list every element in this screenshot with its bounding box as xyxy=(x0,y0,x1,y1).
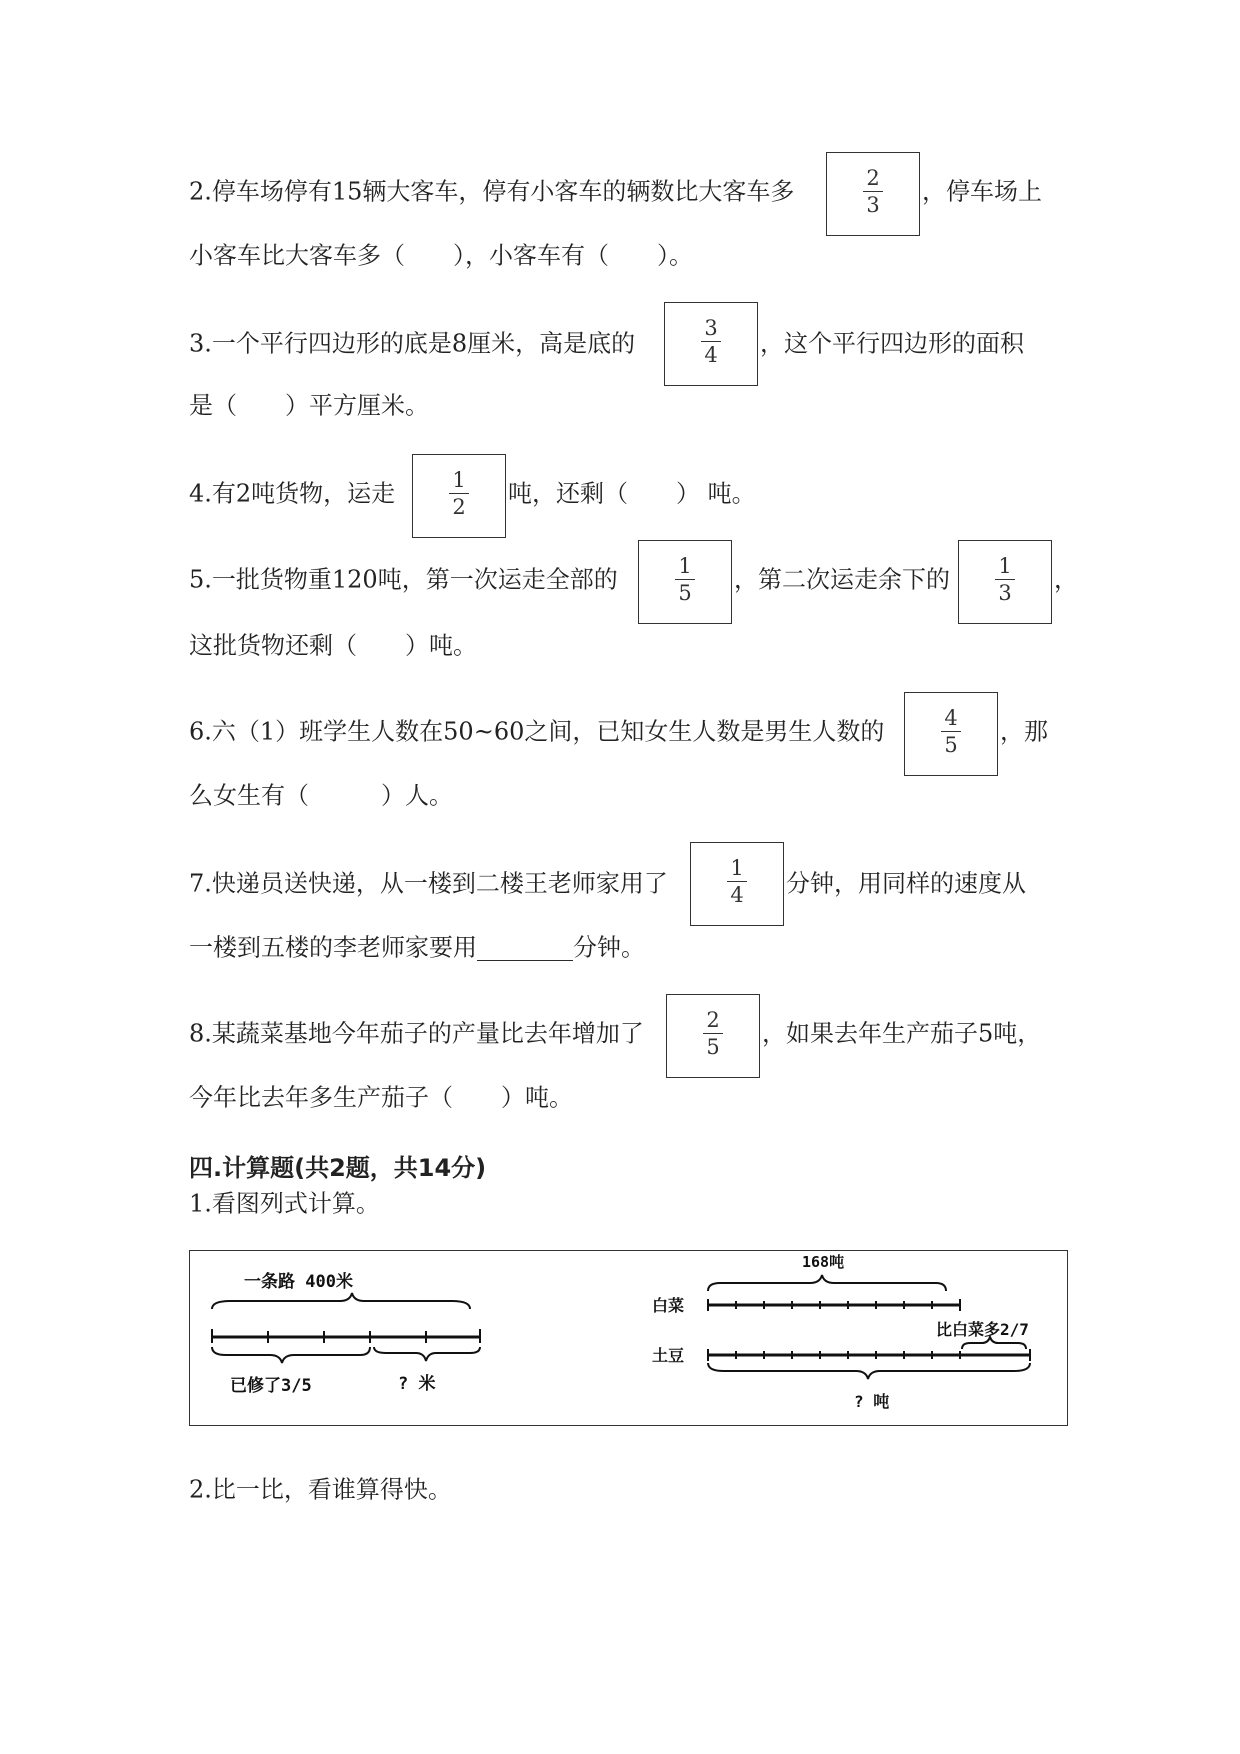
calc-q1-text: 1.看图列式计算。 xyxy=(189,1189,380,1218)
cabbage-top-brace xyxy=(708,1275,946,1291)
q8-line1 xyxy=(189,1012,644,1052)
figure-frame xyxy=(189,1250,1068,1426)
q2-text-pre: 2.停车场停有15辆大客车，停有小客车的辆数比大客车多 xyxy=(189,177,795,206)
q5-fraction-box-1 xyxy=(638,540,732,624)
q6-line2 xyxy=(189,774,453,814)
q6-fraction-den: 5 xyxy=(944,733,958,757)
q8-text-pre: 8.某蔬菜基地今年茄子的产量比去年增加了 xyxy=(189,1019,644,1048)
q5-text-line2: 这批货物还剩（ ）吨。 xyxy=(189,631,477,660)
section-heading: 四.计算题(共2题，共14分) xyxy=(189,1154,487,1182)
road-unknown-label: ? 米 xyxy=(398,1374,436,1394)
q5-fraction2-den: 3 xyxy=(998,581,1012,605)
q3-fraction xyxy=(665,315,757,368)
q6-fraction xyxy=(905,705,997,758)
q7-text-post: 分钟，用同样的速度从 xyxy=(786,869,1026,898)
q3-fraction-den: 4 xyxy=(704,343,718,367)
q5-fraction-2 xyxy=(959,553,1051,606)
q8-fraction-box xyxy=(666,994,760,1078)
q7-text-line2: 一楼到五楼的李老师家要用________分钟。 xyxy=(189,933,645,962)
q7-fraction-num: 1 xyxy=(730,856,744,880)
q8-line1-post xyxy=(762,1012,1041,1052)
q6-fraction-num: 4 xyxy=(944,706,958,730)
q2-text-post: ，停车场上 xyxy=(922,177,1042,206)
q4-line1 xyxy=(189,472,395,512)
q2-line1 xyxy=(189,170,794,210)
q5-line1-post xyxy=(1054,558,1078,598)
q3-line1 xyxy=(189,322,635,362)
q6-line1 xyxy=(189,710,884,750)
q4-fraction-box xyxy=(412,454,506,538)
q7-fraction-box xyxy=(690,842,784,926)
cabbage-total-label: 168吨 xyxy=(802,1253,845,1271)
q3-text-pre: 3.一个平行四边形的底是8厘米，高是底的 xyxy=(189,329,636,358)
q2-text-line2: 小客车比大客车多（ ），小客车有（ ）。 xyxy=(189,241,693,270)
q4-fraction-num: 1 xyxy=(452,468,466,492)
q3-line1-post xyxy=(760,322,1024,362)
q4-text-pre: 4.有2吨货物，运走 xyxy=(189,479,396,508)
calc-q2 xyxy=(189,1468,452,1508)
calc-q1 xyxy=(189,1182,380,1222)
q7-line1-post xyxy=(786,862,1026,902)
q4-fraction-den: 2 xyxy=(452,495,466,519)
q5-text-pre: 5.一批货物重120吨，第一次运走全部的 xyxy=(189,565,618,594)
q6-text-post: ，那 xyxy=(1000,717,1048,746)
q5-line1-mid xyxy=(734,558,950,598)
q7-text-pre: 7.快递员送快递，从一楼到二楼王老师家用了 xyxy=(189,869,668,898)
calc-q2-text: 2.比一比，看谁算得快。 xyxy=(189,1475,452,1504)
road-unknown-brace xyxy=(374,1347,480,1361)
q5-fraction-1 xyxy=(639,553,731,606)
q8-text-post: ，如果去年生产茄子5吨， xyxy=(762,1019,1042,1048)
q5-text-mid: ，第二次运走余下的 xyxy=(734,565,950,594)
q2-line2 xyxy=(189,234,693,274)
q7-fraction-den: 4 xyxy=(730,883,744,907)
q4-fraction xyxy=(413,467,505,520)
q6-text-pre: 6.六（1）班学生人数在50~60之间，已知女生人数是男生人数的 xyxy=(189,717,885,746)
road-total-label: 一条路 400米 xyxy=(244,1272,353,1292)
q6-fraction-box xyxy=(904,692,998,776)
q8-text-line2: 今年比去年多生产茄子（ ）吨。 xyxy=(189,1083,573,1112)
potato-unknown-label: ? 吨 xyxy=(854,1392,890,1411)
q5-line2 xyxy=(189,624,477,664)
road-done-label: 已修了3/5 xyxy=(230,1376,312,1396)
road-diagram xyxy=(212,1293,480,1363)
q8-fraction xyxy=(667,1007,759,1060)
q5-fraction1-den: 5 xyxy=(678,581,692,605)
road-done-brace xyxy=(212,1347,370,1363)
potato-more-label: 比白菜多2/7 xyxy=(936,1320,1029,1339)
q2-line1-post xyxy=(922,170,1042,210)
q6-line1-post xyxy=(1000,710,1048,750)
q5-line1 xyxy=(189,558,618,598)
q5-text-post: ， xyxy=(1054,565,1078,594)
potato-label: 土豆 xyxy=(652,1346,685,1365)
q7-line2 xyxy=(189,926,645,966)
q7-line1 xyxy=(189,862,668,902)
q2-fraction-num: 2 xyxy=(866,166,880,190)
potato-total-brace xyxy=(708,1363,1030,1379)
q5-fraction1-num: 1 xyxy=(678,554,692,578)
q5-fraction-box-2 xyxy=(958,540,1052,624)
q6-text-line2: 么女生有（ ）人。 xyxy=(189,781,453,810)
q3-fraction-num: 3 xyxy=(704,316,718,340)
q4-text-post: 吨，还剩（ ） 吨。 xyxy=(508,479,756,508)
q3-fraction-box xyxy=(664,302,758,386)
q3-text-line2: 是（ ）平方厘米。 xyxy=(189,391,429,420)
q8-fraction-num: 2 xyxy=(706,1008,720,1032)
q2-fraction-box xyxy=(826,152,920,236)
q7-fraction xyxy=(691,855,783,908)
q3-text-post: ，这个平行四边形的面积 xyxy=(760,329,1024,358)
q2-fraction-den: 3 xyxy=(866,193,880,217)
cabbage-label: 白菜 xyxy=(652,1296,685,1315)
q3-line2 xyxy=(189,384,429,424)
q8-line2 xyxy=(189,1076,573,1116)
q2-fraction xyxy=(827,165,919,218)
road-top-brace xyxy=(212,1293,470,1309)
q4-line1-post xyxy=(508,472,756,512)
q8-fraction-den: 5 xyxy=(706,1035,720,1059)
q5-fraction2-num: 1 xyxy=(998,554,1012,578)
